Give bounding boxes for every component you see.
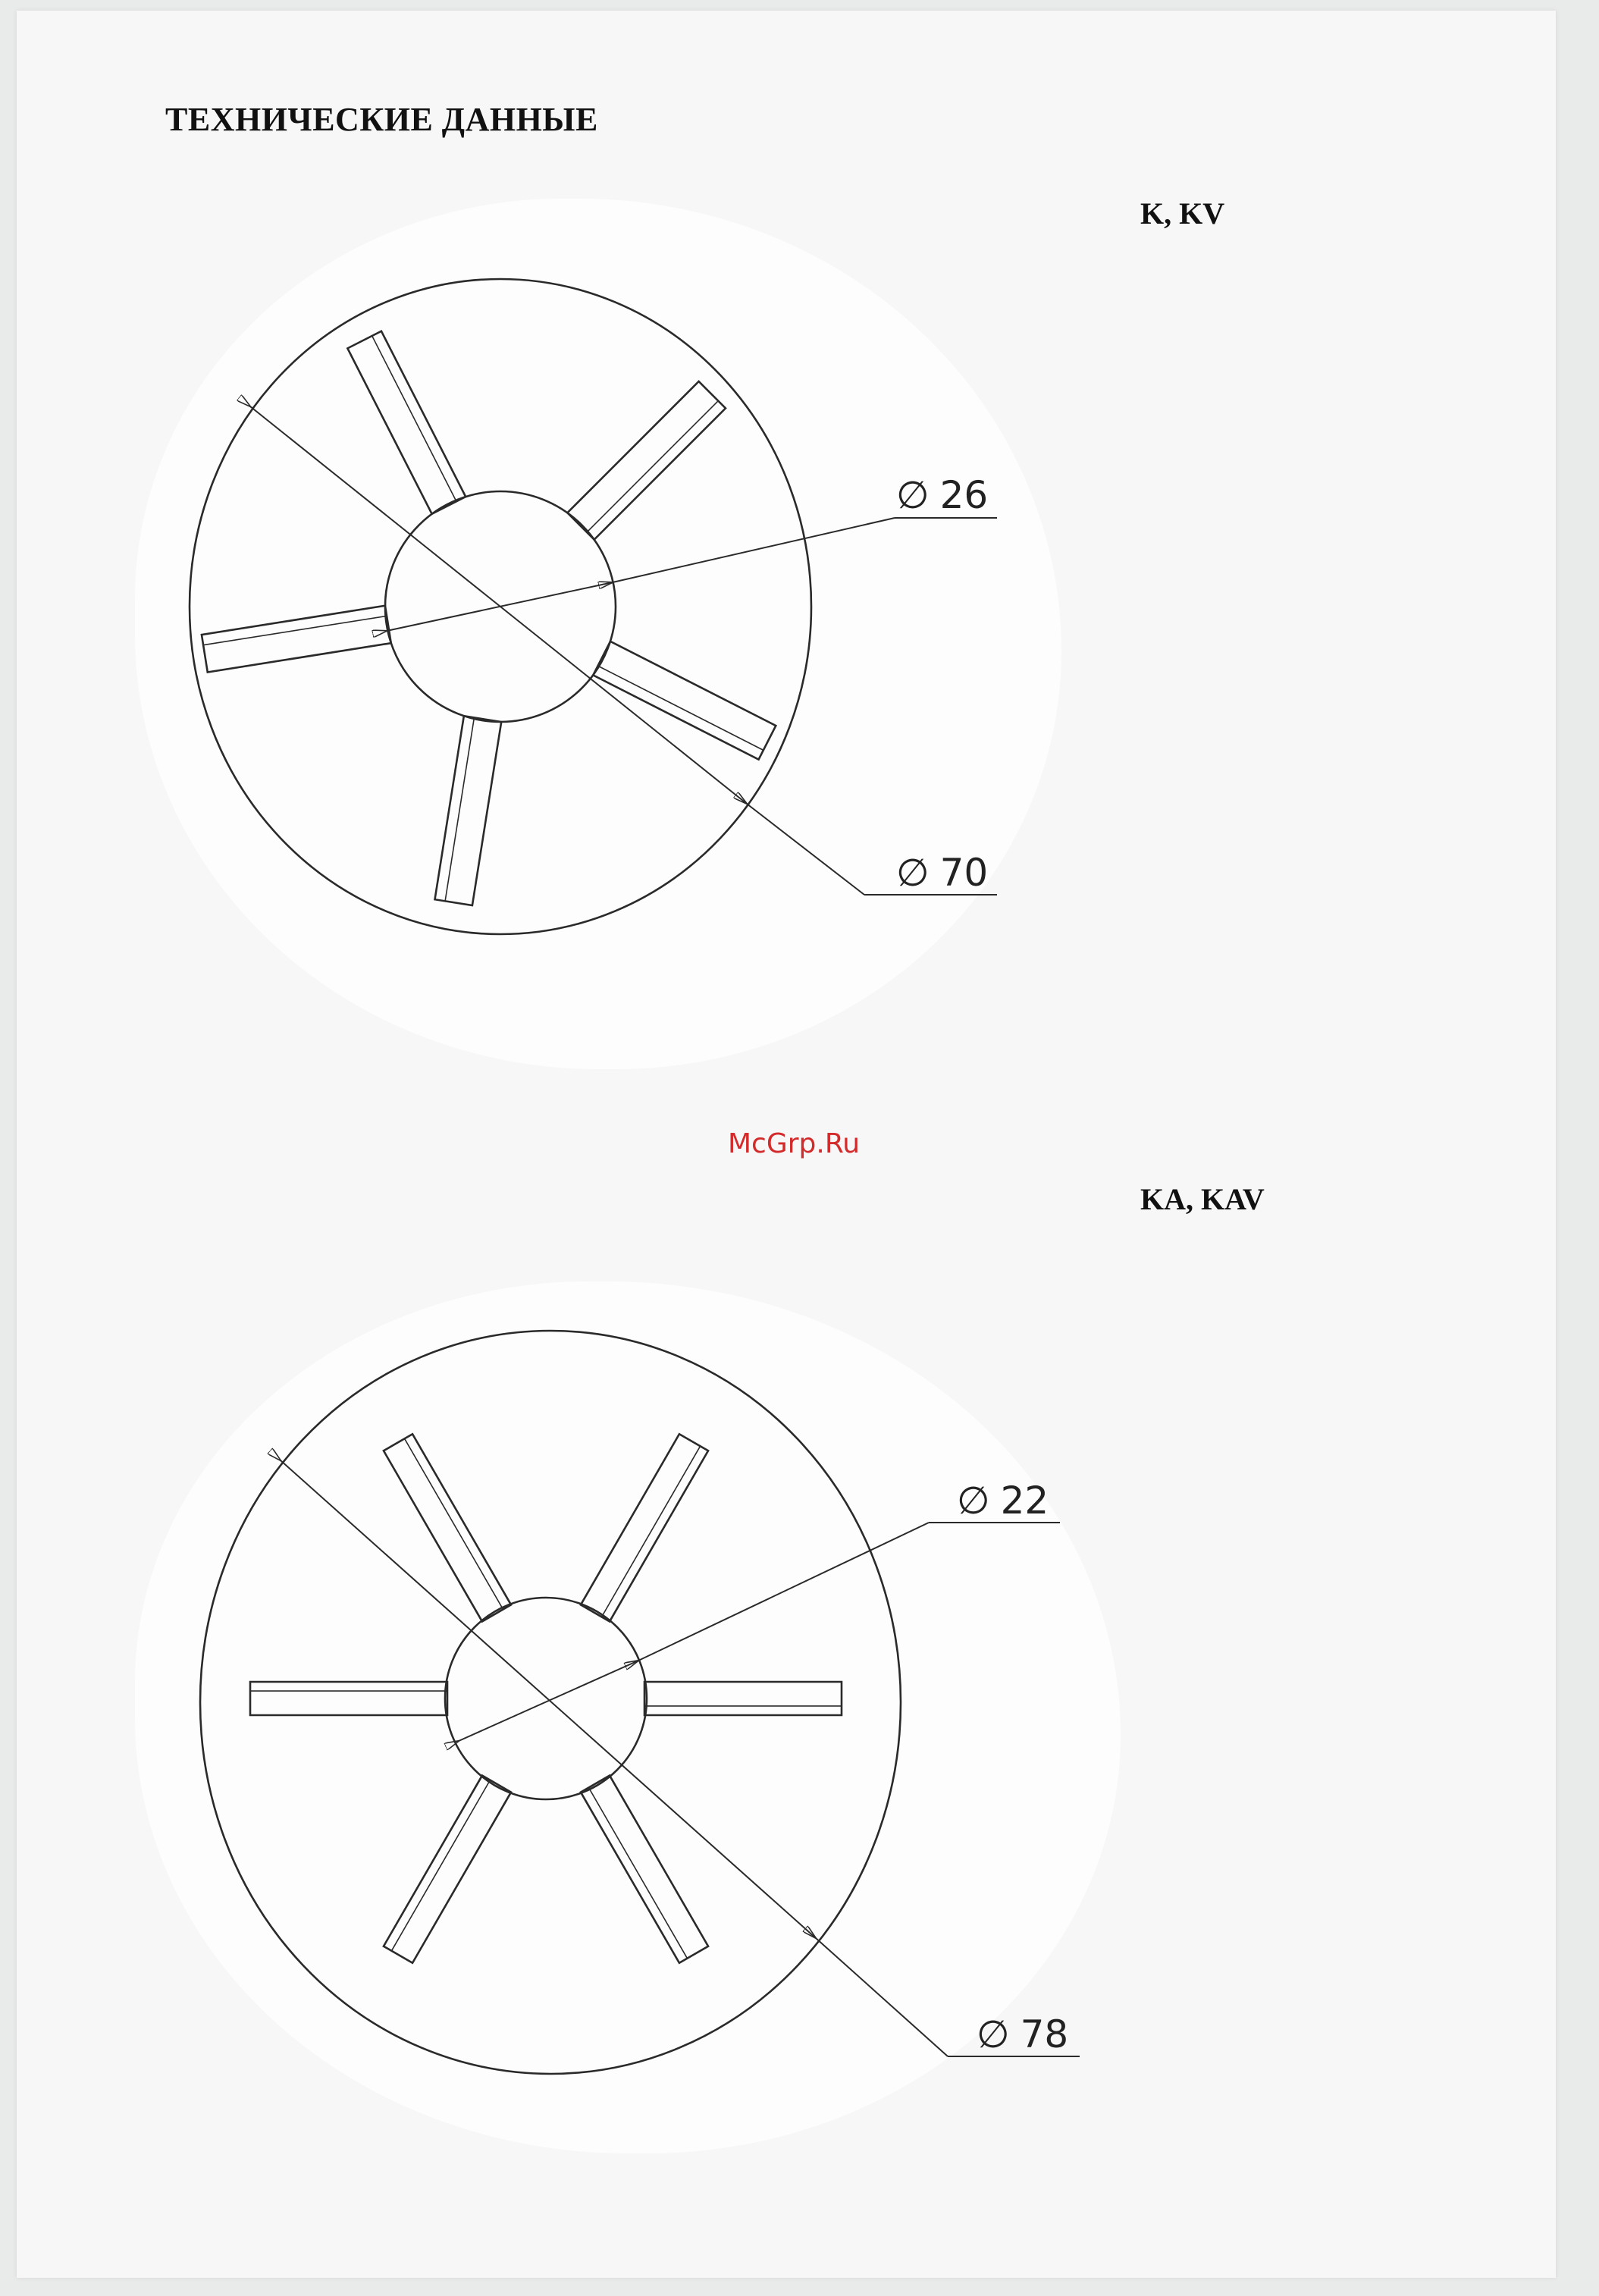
fan-blade [581, 1776, 708, 1963]
fan-blade-edge [598, 666, 763, 750]
blades [202, 331, 776, 905]
fan-blade [644, 1682, 842, 1715]
model-label-k-kv: K, KV [1140, 196, 1225, 231]
fan-blade-edge [602, 1446, 701, 1617]
leader-outer [816, 1938, 948, 2056]
fan-drawing-k-kv [190, 279, 997, 934]
fan-blade [347, 331, 466, 514]
fan-blade [435, 716, 502, 905]
fan-blade [250, 1682, 447, 1715]
page-title: ТЕХНИЧЕСКИЕ ДАННЫЕ [165, 101, 598, 138]
dim-line-inner [459, 1661, 638, 1741]
dimension-label-inner: ∅ 26 [896, 473, 989, 517]
fan-blade-edge [391, 1780, 490, 1951]
leader-outer [747, 804, 864, 895]
fan-drawing-ka-kav [200, 1331, 1080, 2074]
hub-circle [445, 1598, 647, 1799]
fan-blade [581, 1434, 708, 1621]
fan-blade-edge [587, 401, 718, 532]
dimension-label-outer: ∅ 70 [896, 851, 989, 895]
fan-blade [567, 381, 726, 540]
fan-blade [384, 1434, 511, 1621]
fan-blade [202, 606, 391, 673]
fan-blade-edge [588, 1788, 687, 1959]
fan-blade-edge [372, 336, 456, 501]
watermark: McGrp.Ru [728, 1128, 861, 1159]
fan-blade [384, 1776, 511, 1963]
leader-inner [613, 518, 895, 582]
fan-blade [593, 641, 776, 760]
model-label-ka-kav: KA, KAV [1140, 1182, 1265, 1216]
dim-line-outer [281, 1460, 816, 1938]
dimension-label-outer: ∅ 78 [977, 2012, 1069, 2056]
dimension-label-inner: ∅ 22 [957, 1479, 1049, 1523]
